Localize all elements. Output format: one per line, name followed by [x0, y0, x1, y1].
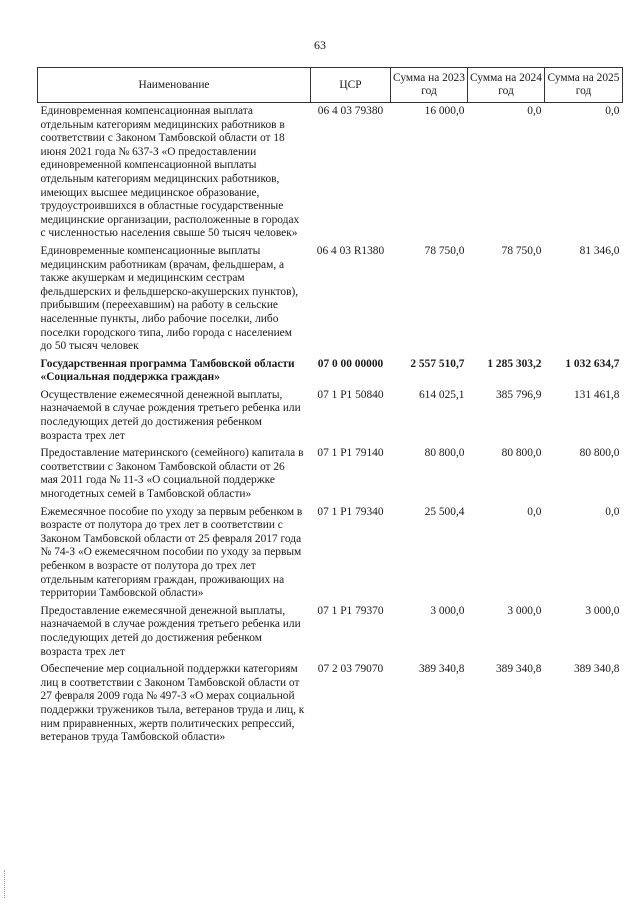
cell-sum-2025: 81 346,0: [579, 244, 620, 257]
cell-sum-2024: 78 750,0: [501, 244, 542, 257]
cell-sum-2023: 2 557 510,7: [410, 357, 465, 370]
cell-csr: 07 1 P1 79370: [317, 604, 384, 617]
cell-csr: 06 4 03 79380: [317, 105, 384, 117]
cell-sum-2024: 1 285 303,2: [487, 357, 542, 370]
cell-sum-2023: 80 800,0: [424, 447, 465, 460]
cell-sum-2023: 3 000,0: [430, 604, 465, 617]
table-row: [38, 506, 623, 605]
cell-sum-2025: 1 032 634,7: [565, 357, 620, 370]
cell-name: Предоставление материнского (семейного) капитала в соответствии с Законом Тамбовской области от 26 мая 2011 года № 11-З «О социальной поддержке многодетных семей в Тамбовской области»: [40, 447, 304, 501]
cell-sum-2023: 614 025,1: [418, 388, 465, 401]
scan-margin-mark: [4, 870, 7, 898]
header-csr: ЦСР: [311, 68, 391, 103]
cell-name: Предоставление ежемесячной денежной выплаты, назначаемой в случае рождения третьего ребенка или последующих детей до достижения ребенком возраста трех лет: [40, 604, 301, 658]
table-header: [38, 68, 623, 103]
header-year-2023: Сумма на 2023 год: [391, 68, 468, 103]
cell-name: Единовременные компенсационные выплаты медицинским работникам (врачам, фельдшерам, а также акушеркам и медицинским сестрам фельдшерских и фельдшерско-акушерских пунктов), прибывшим (переехавшим) на работу в сельские населенные пункты, либо рабочие поселки, либо поселки городского типа, либо города с населением до 50 тысяч человек: [40, 244, 299, 353]
header-year-2024: Сумма на 2024 год: [468, 68, 545, 103]
cell-csr: 06 4 03 R1380: [316, 244, 385, 257]
cell-sum-2023: 389 340,8: [418, 663, 465, 676]
cell-name: Единовременная компенсационная выплата отдельным категориям медицинских работников в соответствии с Законом Тамбовской области от 18 июня 2021 года № 637-З «О предоставлении единовременной компенсационной выплаты отдельным категориям медицинских работников, имеющих высшее медицинское образование, трудоустроившихся в областные государственные медицинские организации, расположенные в городах с численностью населения свыше 50 тысяч человек»: [40, 105, 300, 240]
cell-sum-2024: 0,0: [527, 505, 542, 518]
cell-sum-2023: 78 750,0: [424, 244, 465, 257]
cell-csr: 07 2 03 79070: [317, 663, 384, 676]
cell-sum-2025: 0,0: [605, 105, 620, 117]
cell-sum-2025: 389 340,8: [573, 663, 620, 676]
cell-sum-2024: 385 796,9: [495, 388, 542, 401]
cell-sum-2024: 80 800,0: [501, 447, 542, 460]
cell-sum-2025: 80 800,0: [579, 447, 620, 460]
cell-name: Государственная программа Тамбовской области «Социальная поддержка граждан»: [40, 357, 295, 384]
header-year-2025: Сумма на 2025 год: [545, 68, 623, 103]
cell-sum-2024: 389 340,8: [495, 663, 542, 676]
cell-csr: 07 1 P1 50840: [317, 388, 384, 401]
cell-sum-2023: 16 000,0: [424, 105, 465, 117]
cell-sum-2025: 0,0: [605, 505, 620, 518]
table-header-row: [38, 68, 623, 103]
header-name: Наименование: [38, 68, 311, 103]
cell-sum-2024: 0,0: [527, 105, 542, 117]
table-row: [38, 245, 623, 358]
table-row: [38, 663, 623, 749]
cell-csr: 07 1 P1 79340: [317, 505, 384, 518]
cell-name: Обеспечение мер социальной поддержки категориям лиц в соответствии с Законом Тамбовской области от 27 февраля 2009 года № 497-З «О мерах социальной поддержки тружеников тыла, ветеранов труда и лиц, к ним приравненных, жертв политических репрессий, ветеранов труда Тамбовской области»: [40, 663, 305, 744]
table-row: [38, 605, 623, 663]
cell-name: Осуществление ежемесячной денежной выплаты, назначаемой в случае рождения третьего ребенка или последующих детей до достижения ребенком возраста трех лет: [40, 388, 301, 442]
budget-table: [37, 67, 623, 749]
cell-sum-2023: 25 500,4: [424, 505, 465, 518]
cell-sum-2025: 3 000,0: [585, 604, 620, 617]
cell-csr: 07 0 00 00000: [317, 357, 384, 370]
table-row: [38, 358, 623, 389]
cell-csr: 07 1 P1 79140: [317, 447, 384, 460]
table-row: [38, 447, 623, 505]
cell-sum-2025: 131 461,8: [573, 388, 620, 401]
table-row: [38, 103, 623, 245]
table-row: [38, 389, 623, 447]
cell-sum-2024: 3 000,0: [507, 604, 542, 617]
cell-name: Ежемесячное пособие по уходу за первым ребенком в возрасте от полутора до трех лет в соответствии с Законом Тамбовской области от 25 февраля 2017 года № 74-З «О ежемесячном пособии по уходу за первым ребенком в возрасте от полутора до трех лет отдельным категориям граждан, проживающих на территории Тамбовской области»: [40, 505, 303, 600]
page-number: 63: [314, 38, 326, 52]
table-body: [38, 103, 623, 749]
